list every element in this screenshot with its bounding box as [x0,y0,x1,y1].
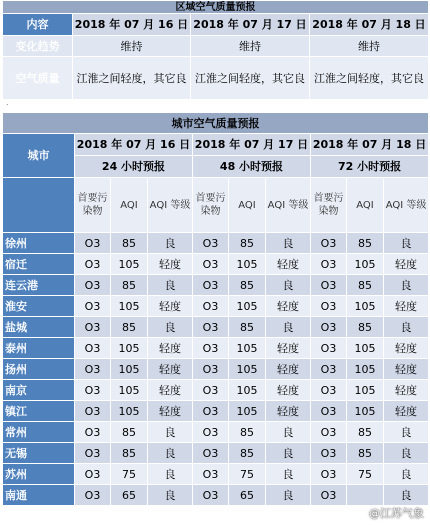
aqi-cell: 85 [111,422,148,443]
city-name: 宿迁 [3,254,75,275]
aqi-cell: 105 [229,338,266,359]
weibo-watermark: @江苏气象 [369,507,424,520]
quality-value-2: 江淮之间轻度，其它良 [191,57,310,100]
pollutant-cell: O3 [311,254,347,275]
aqi-cell: 65 [111,485,148,506]
aqi-cell: 85 [111,443,148,464]
city-name: 扬州 [3,359,75,380]
aqi-level-cell: 良 [148,485,193,506]
pollutant-cell: O3 [193,485,229,506]
aqi-level-cell: 轻度 [266,254,311,275]
pollutant-cell: O3 [193,401,229,422]
aqi-cell: 85 [229,317,266,338]
pollutant-cell: O3 [193,464,229,485]
aqi-cell: 105 [347,401,384,422]
aqi-level-cell: 轻度 [266,338,311,359]
pollutant-header-2: 首要污染物 [193,178,229,233]
forecast-72h-header: 72 小时预报 [311,156,429,178]
aqi-level-cell: 良 [266,275,311,296]
aqi-cell: 75 [347,464,384,485]
aqi-level-cell: 良 [266,443,311,464]
pollutant-cell: O3 [75,296,111,317]
aqi-level-header-1: AQI 等级 [148,178,193,233]
aqi-cell: 105 [229,254,266,275]
aqi-cell: 105 [111,254,148,275]
aqi-level-cell: 轻度 [266,401,311,422]
aqi-level-cell: 轻度 [148,338,193,359]
pollutant-cell: O3 [193,443,229,464]
aqi-cell: 85 [347,233,384,254]
city-name: 常州 [3,422,75,443]
aqi-level-cell: 轻度 [148,296,193,317]
aqi-level-cell: 轻度 [384,380,429,401]
aqi-cell: 105 [229,380,266,401]
aqi-level-cell: 良 [384,422,429,443]
pollutant-cell: O3 [311,359,347,380]
pollutant-cell: O3 [193,338,229,359]
table-row [3,317,429,338]
aqi-level-cell: 轻度 [266,296,311,317]
city-name: 泰州 [3,338,75,359]
aqi-level-cell: 良 [266,317,311,338]
aqi-level-header-3: AQI 等级 [384,178,429,233]
aqi-cell: 85 [111,317,148,338]
aqi-level-cell: 良 [266,422,311,443]
table-row [3,443,429,464]
pollutant-cell: O3 [75,485,111,506]
trend-value-3: 维持 [310,36,429,57]
aqi-cell: 105 [229,401,266,422]
pollutant-cell: O3 [193,317,229,338]
pollutant-cell: O3 [193,233,229,254]
aqi-level-cell: 良 [384,275,429,296]
aqi-cell: 105 [111,380,148,401]
trend-value-2: 维持 [191,36,310,57]
aqi-level-header-2: AQI 等级 [266,178,311,233]
pollutant-cell: O3 [193,359,229,380]
aqi-level-cell: 轻度 [266,380,311,401]
aqi-level-cell: 良 [148,275,193,296]
aqi-level-cell: 轻度 [148,359,193,380]
aqi-cell: 85 [229,443,266,464]
pollutant-header-1: 首要污染物 [75,178,111,233]
pollutant-cell: O3 [311,422,347,443]
aqi-cell: 85 [229,233,266,254]
aqi-cell: 75 [229,464,266,485]
aqi-cell: 85 [229,275,266,296]
aqi-cell: 105 [347,296,384,317]
aqi-cell: 65 [229,485,266,506]
pollutant-cell: O3 [75,233,111,254]
aqi-level-cell: 良 [148,464,193,485]
aqi-level-cell: 良 [148,233,193,254]
aqi-cell: 105 [111,296,148,317]
aqi-level-cell: 轻度 [148,254,193,275]
trend-value-1: 维持 [73,36,191,57]
city-forecast-table [2,112,429,506]
aqi-level-cell: 良 [148,443,193,464]
city-date-2: 2018 年 07 月 17 日 [193,134,311,156]
region-date-3: 2018 年 07 月 18 日 [310,14,429,36]
aqi-header-2: AQI [229,178,266,233]
city-name: 连云港 [3,275,75,296]
aqi-cell: 85 [111,233,148,254]
city-column-header: 城市 [3,134,75,178]
city-name: 淮安 [3,296,75,317]
aqi-level-cell: 良 [148,317,193,338]
table-row [3,401,429,422]
pollutant-cell: O3 [75,401,111,422]
table-row [3,485,429,506]
forecast-48h-header: 48 小时预报 [193,156,311,178]
pollutant-cell: O3 [311,275,347,296]
quality-label: 空气质量 [3,57,73,100]
pollutant-cell: O3 [75,422,111,443]
table-row [3,464,429,485]
aqi-cell: 105 [347,359,384,380]
pollutant-cell: O3 [193,275,229,296]
pollutant-cell: O3 [75,380,111,401]
aqi-cell: 105 [229,359,266,380]
city-date-1: 2018 年 07 月 16 日 [75,134,193,156]
region-label-header: 内容 [3,14,73,36]
aqi-cell: 75 [111,464,148,485]
pollutant-cell: O3 [75,254,111,275]
separator-mark: . [6,98,9,107]
aqi-level-cell: 良 [384,317,429,338]
pollutant-cell: O3 [193,254,229,275]
aqi-cell: 105 [229,296,266,317]
aqi-level-cell: 良 [266,233,311,254]
aqi-level-cell: 轻度 [384,401,429,422]
quality-value-3: 江淮之间轻度，其它良 [310,57,429,100]
city-date-3: 2018 年 07 月 18 日 [311,134,429,156]
aqi-cell: 85 [347,317,384,338]
pollutant-cell: O3 [311,401,347,422]
aqi-header-1: AQI [111,178,148,233]
city-name: 苏州 [3,464,75,485]
table-row [3,338,429,359]
aqi-level-cell: 良 [384,443,429,464]
pollutant-cell: O3 [75,338,111,359]
aqi-cell: 85 [229,422,266,443]
pollutant-cell: O3 [311,296,347,317]
aqi-level-cell: 轻度 [148,401,193,422]
city-name: 南京 [3,380,75,401]
aqi-level-cell: 良 [148,422,193,443]
table-row [3,380,429,401]
aqi-level-cell: 轻度 [384,296,429,317]
table-row [3,359,429,380]
pollutant-cell: O3 [311,464,347,485]
aqi-level-cell: 良 [384,464,429,485]
aqi-cell: 85 [347,275,384,296]
pollutant-cell: O3 [311,443,347,464]
pollutant-cell: O3 [75,443,111,464]
aqi-cell: 105 [111,338,148,359]
city-name: 盐城 [3,317,75,338]
city-name: 无锡 [3,443,75,464]
aqi-cell: 105 [111,401,148,422]
aqi-cell: 85 [347,422,384,443]
forecast-24h-header: 24 小时预报 [75,156,193,178]
aqi-level-cell: 良 [266,485,311,506]
pollutant-cell: O3 [311,338,347,359]
region-date-2: 2018 年 07 月 17 日 [191,14,310,36]
pollutant-cell: O3 [193,296,229,317]
region-table-title: 区域空气质量预报 [3,1,429,14]
table-row [3,296,429,317]
aqi-cell: 105 [347,380,384,401]
city-name: 徐州 [3,233,75,254]
pollutant-cell: O3 [75,317,111,338]
aqi-header-3: AQI [347,178,384,233]
city-name: 镇江 [3,401,75,422]
aqi-level-cell: 轻度 [266,359,311,380]
aqi-cell: 85 [111,275,148,296]
aqi-level-cell: 轻度 [384,254,429,275]
region-forecast-table [2,0,429,100]
pollutant-cell: O3 [311,233,347,254]
aqi-level-cell: 轻度 [384,359,429,380]
pollutant-cell: O3 [311,485,347,506]
city-header-spacer [3,178,75,233]
aqi-cell: 105 [347,254,384,275]
city-table-title: 城市空气质量预报 [3,113,429,134]
table-row [3,275,429,296]
pollutant-cell: O3 [193,380,229,401]
region-date-1: 2018 年 07 月 16 日 [73,14,191,36]
table-row [3,254,429,275]
aqi-level-cell: 轻度 [384,338,429,359]
pollutant-cell: O3 [193,422,229,443]
pollutant-cell: O3 [75,275,111,296]
aqi-cell [347,485,384,506]
pollutant-cell: O3 [311,380,347,401]
aqi-cell: 105 [111,359,148,380]
aqi-level-cell: 良 [266,464,311,485]
pollutant-cell: O3 [75,359,111,380]
table-row [3,233,429,254]
table-row [3,422,429,443]
pollutant-cell: O3 [75,464,111,485]
trend-label: 变化趋势 [3,36,73,57]
aqi-level-cell: 良 [384,233,429,254]
aqi-level-cell: 轻度 [148,380,193,401]
aqi-cell: 85 [347,443,384,464]
city-name: 南通 [3,485,75,506]
pollutant-header-3: 首要污染物 [311,178,347,233]
aqi-level-cell: 良 [384,485,429,506]
pollutant-cell: O3 [311,317,347,338]
aqi-cell: 105 [347,338,384,359]
quality-value-1: 江淮之间轻度，其它良 [73,57,191,100]
